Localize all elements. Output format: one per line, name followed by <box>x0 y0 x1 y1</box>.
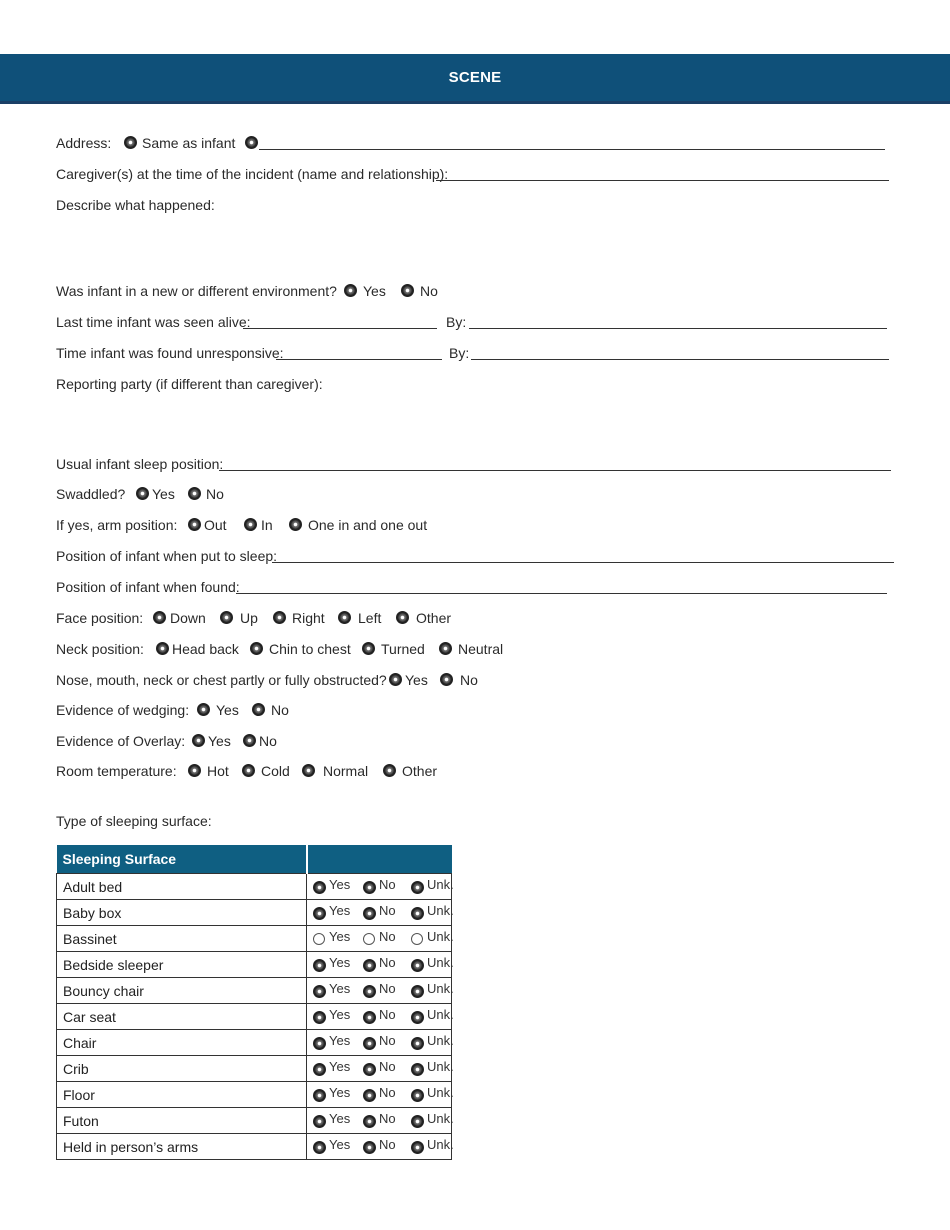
surface-options <box>307 1056 452 1082</box>
overlay-yes-radio[interactable] <box>192 734 205 747</box>
surface-name: Bouncy chair <box>57 978 307 1004</box>
option-label: Yes <box>329 1085 351 1100</box>
surface-name: Bedside sleeper <box>57 952 307 978</box>
obstructed-yes-label: Yes <box>405 672 428 688</box>
obstructed-yes-radio[interactable] <box>389 673 402 686</box>
wedging-label: Evidence of wedging: <box>56 702 190 718</box>
neck-turned-radio[interactable] <box>362 642 375 655</box>
room-temp-cold-label: Cold <box>261 763 290 779</box>
option-label: Unk. <box>427 1085 454 1100</box>
caregiver-field[interactable] <box>436 180 889 181</box>
face-right-radio[interactable] <box>273 611 286 624</box>
neck-head-back-label: Head back <box>172 641 239 657</box>
address-same-radio[interactable] <box>124 136 137 149</box>
surface-options <box>307 952 452 978</box>
radio-unk-icon[interactable] <box>411 1063 424 1076</box>
room-temp-hot-label: Hot <box>207 763 229 779</box>
caregiver-row <box>56 164 896 184</box>
table-body <box>57 874 452 1160</box>
wedging-yes-label: Yes <box>216 702 239 718</box>
radio-unk-icon[interactable] <box>411 907 424 920</box>
surface-options <box>307 1134 452 1160</box>
radio-unk-icon[interactable] <box>411 1141 424 1154</box>
option-label: Unk. <box>427 1033 454 1048</box>
radio-yes-icon[interactable] <box>313 1037 326 1050</box>
option-label: No <box>379 981 396 996</box>
overlay-row <box>56 731 316 751</box>
surface-type-label: Type of sleeping surface: <box>56 813 212 829</box>
neck-neutral-label: Neutral <box>458 641 504 657</box>
reporting-row <box>56 374 456 394</box>
address-row <box>56 133 896 153</box>
address-field[interactable] <box>259 149 885 150</box>
radio-unk-icon[interactable] <box>411 933 423 945</box>
face-label: Face position: <box>56 610 144 626</box>
table-row <box>57 1134 452 1160</box>
overlay-label: Evidence of Overlay: <box>56 733 186 749</box>
neck-row <box>56 639 536 659</box>
arm-out-radio[interactable] <box>188 518 201 531</box>
radio-yes-icon[interactable] <box>313 1011 326 1024</box>
table-header-surface: Sleeping Surface <box>57 845 307 874</box>
radio-unk-icon[interactable] <box>411 959 424 972</box>
radio-no-icon[interactable] <box>363 933 375 945</box>
usual-position-row <box>56 454 896 474</box>
surface-options <box>307 1108 452 1134</box>
arm-one-radio[interactable] <box>289 518 302 531</box>
wedging-yes-radio[interactable] <box>197 703 210 716</box>
environment-no-radio[interactable] <box>401 284 414 297</box>
found-label: Time infant was found unresponsive: <box>56 345 284 361</box>
arm-position-row <box>56 515 476 535</box>
face-down-radio[interactable] <box>153 611 166 624</box>
neck-chin-radio[interactable] <box>250 642 263 655</box>
swaddled-yes-label: Yes <box>152 486 175 502</box>
radio-yes-icon[interactable] <box>313 1063 326 1076</box>
radio-unk-icon[interactable] <box>411 1037 424 1050</box>
surface-options <box>307 926 452 952</box>
overlay-no-radio[interactable] <box>243 734 256 747</box>
surface-name: Bassinet <box>57 926 307 952</box>
room-temp-other-label: Other <box>402 763 438 779</box>
describe-row <box>56 195 356 215</box>
option-label: No <box>379 1033 396 1048</box>
surface-options <box>307 978 452 1004</box>
reporting-label: Reporting party (if different than caregiver): <box>56 376 323 392</box>
radio-yes-icon[interactable] <box>313 1115 326 1128</box>
address-label: Address: <box>56 135 112 151</box>
swaddled-row <box>56 484 356 504</box>
room-temp-normal-radio[interactable] <box>302 764 315 777</box>
option-label: Unk. <box>427 903 454 918</box>
radio-unk-icon[interactable] <box>411 881 424 894</box>
usual-position-label: Usual infant sleep position: <box>56 456 224 472</box>
table-row <box>57 1082 452 1108</box>
caregiver-label: Caregiver(s) at the time of the incident (name and relationship): <box>56 166 449 182</box>
radio-no-icon[interactable] <box>363 1063 376 1076</box>
surface-name: Futon <box>57 1108 307 1134</box>
option-label: No <box>379 1111 396 1126</box>
face-other-label: Other <box>416 610 452 626</box>
neck-neutral-radio[interactable] <box>439 642 452 655</box>
option-label: No <box>379 877 396 892</box>
radio-no-icon[interactable] <box>363 1115 376 1128</box>
surface-type-row <box>56 811 356 831</box>
surface-options <box>307 1082 452 1108</box>
neck-label: Neck position: <box>56 641 144 657</box>
found-field[interactable] <box>276 359 442 360</box>
last-seen-field[interactable] <box>243 328 437 329</box>
face-left-label: Left <box>358 610 382 626</box>
table-row <box>57 1108 452 1134</box>
environment-yes-radio[interactable] <box>344 284 357 297</box>
wedging-no-radio[interactable] <box>252 703 265 716</box>
table-row <box>57 1056 452 1082</box>
room-temp-row <box>56 761 476 781</box>
radio-yes-icon[interactable] <box>313 985 326 998</box>
option-label: Yes <box>329 955 351 970</box>
face-left-radio[interactable] <box>338 611 351 624</box>
surface-options <box>307 900 452 926</box>
radio-no-icon[interactable] <box>363 1141 376 1154</box>
obstructed-label: Nose, mouth, neck or chest partly or fully obstructed? <box>56 672 387 688</box>
table-header-options <box>307 845 452 874</box>
room-temp-hot-radio[interactable] <box>188 764 201 777</box>
found-by-field[interactable] <box>471 359 889 360</box>
found-row <box>56 343 896 363</box>
radio-yes-icon[interactable] <box>313 959 326 972</box>
option-label: Unk. <box>427 1137 454 1152</box>
table-row <box>57 900 452 926</box>
option-label: No <box>379 1007 396 1022</box>
section-header <box>0 54 950 104</box>
obstructed-row <box>56 670 496 690</box>
room-temp-other-radio[interactable] <box>383 764 396 777</box>
radio-no-icon[interactable] <box>363 907 376 920</box>
option-label: Yes <box>329 877 351 892</box>
address-other-radio[interactable] <box>245 136 258 149</box>
arm-one-label: One in and one out <box>308 517 428 533</box>
option-label: No <box>379 1059 396 1074</box>
option-label: No <box>379 929 396 944</box>
put-to-sleep-row <box>56 546 896 566</box>
overlay-no-label: No <box>259 733 277 749</box>
swaddled-no-label: No <box>206 486 224 502</box>
environment-label: Was infant in a new or different environment? <box>56 283 337 299</box>
last-seen-label: Last time infant was seen alive: <box>56 314 251 330</box>
overlay-yes-label: Yes <box>208 733 231 749</box>
radio-unk-icon[interactable] <box>411 1011 424 1024</box>
surface-name: Chair <box>57 1030 307 1056</box>
option-label: Unk. <box>427 955 454 970</box>
table-row <box>57 1030 452 1056</box>
neck-head-back-radio[interactable] <box>156 642 169 655</box>
option-label: Unk. <box>427 1111 454 1126</box>
table-row <box>57 926 452 952</box>
radio-yes-icon[interactable] <box>313 881 326 894</box>
option-label: Unk. <box>427 929 454 944</box>
swaddled-yes-radio[interactable] <box>136 487 149 500</box>
obstructed-no-radio[interactable] <box>440 673 453 686</box>
when-found-label: Position of infant when found: <box>56 579 240 595</box>
option-label: Yes <box>329 903 351 918</box>
swaddled-no-radio[interactable] <box>188 487 201 500</box>
option-label: No <box>379 1085 396 1100</box>
radio-unk-icon[interactable] <box>411 1089 424 1102</box>
option-label: No <box>379 955 396 970</box>
surface-name: Floor <box>57 1082 307 1108</box>
last-seen-row <box>56 312 896 332</box>
wedging-row <box>56 700 316 720</box>
face-right-label: Right <box>292 610 325 626</box>
radio-yes-icon[interactable] <box>313 907 326 920</box>
option-label: Yes <box>329 1137 351 1152</box>
room-temp-normal-label: Normal <box>323 763 369 779</box>
face-row <box>56 608 476 628</box>
address-same-label: Same as infant <box>142 135 236 151</box>
surface-name: Baby box <box>57 900 307 926</box>
surface-options <box>307 874 452 900</box>
surface-name: Car seat <box>57 1004 307 1030</box>
radio-yes-icon[interactable] <box>313 1089 326 1102</box>
section-title: SCENE <box>448 69 502 86</box>
table-row <box>57 952 452 978</box>
option-label: Unk. <box>427 1059 454 1074</box>
when-found-row <box>56 577 896 597</box>
radio-no-icon[interactable] <box>363 881 376 894</box>
put-to-sleep-label: Position of infant when put to sleep: <box>56 548 278 564</box>
environment-yes-label: Yes <box>363 283 386 299</box>
environment-no-label: No <box>420 283 438 299</box>
table-row <box>57 978 452 1004</box>
option-label: Yes <box>329 1111 351 1126</box>
found-by-label: By: <box>449 345 470 361</box>
table-row <box>57 1004 452 1030</box>
obstructed-no-label: No <box>460 672 478 688</box>
wedging-no-label: No <box>271 702 289 718</box>
sleeping-surface-table <box>56 845 452 1160</box>
option-label: Unk. <box>427 877 454 892</box>
environment-row <box>56 281 456 301</box>
radio-unk-icon[interactable] <box>411 985 424 998</box>
put-to-sleep-field[interactable] <box>272 562 894 563</box>
option-label: Unk. <box>427 1007 454 1022</box>
radio-yes-icon[interactable] <box>313 1141 326 1154</box>
arm-out-label: Out <box>204 517 227 533</box>
arm-in-radio[interactable] <box>244 518 257 531</box>
describe-label: Describe what happened: <box>56 197 215 213</box>
surface-options <box>307 1004 452 1030</box>
radio-no-icon[interactable] <box>363 985 376 998</box>
face-down-label: Down <box>170 610 206 626</box>
option-label: No <box>379 1137 396 1152</box>
option-label: Yes <box>329 981 351 996</box>
room-temp-label: Room temperature: <box>56 763 177 779</box>
table-header-row <box>57 845 452 874</box>
radio-no-icon[interactable] <box>363 1011 376 1024</box>
arm-in-label: In <box>261 517 273 533</box>
last-seen-by-label: By: <box>446 314 467 330</box>
surface-options <box>307 1030 452 1056</box>
table-row <box>57 874 452 900</box>
surface-name: Held in person’s arms <box>57 1134 307 1160</box>
when-found-field[interactable] <box>236 593 887 594</box>
last-seen-by-field[interactable] <box>469 328 887 329</box>
room-temp-cold-radio[interactable] <box>242 764 255 777</box>
usual-position-field[interactable] <box>219 470 891 471</box>
radio-no-icon[interactable] <box>363 1089 376 1102</box>
radio-yes-icon[interactable] <box>313 933 325 945</box>
option-label: Yes <box>329 1033 351 1048</box>
radio-no-icon[interactable] <box>363 1037 376 1050</box>
surface-name: Crib <box>57 1056 307 1082</box>
neck-chin-label: Chin to chest <box>269 641 351 657</box>
surface-name: Adult bed <box>57 874 307 900</box>
neck-turned-label: Turned <box>381 641 425 657</box>
option-label: Yes <box>329 1059 351 1074</box>
face-other-radio[interactable] <box>396 611 409 624</box>
option-label: Unk. <box>427 981 454 996</box>
radio-no-icon[interactable] <box>363 959 376 972</box>
face-up-label: Up <box>240 610 258 626</box>
radio-unk-icon[interactable] <box>411 1115 424 1128</box>
arm-position-label: If yes, arm position: <box>56 517 178 533</box>
swaddled-label: Swaddled? <box>56 486 126 502</box>
option-label: No <box>379 903 396 918</box>
option-label: Yes <box>329 929 351 944</box>
option-label: Yes <box>329 1007 351 1022</box>
face-up-radio[interactable] <box>220 611 233 624</box>
